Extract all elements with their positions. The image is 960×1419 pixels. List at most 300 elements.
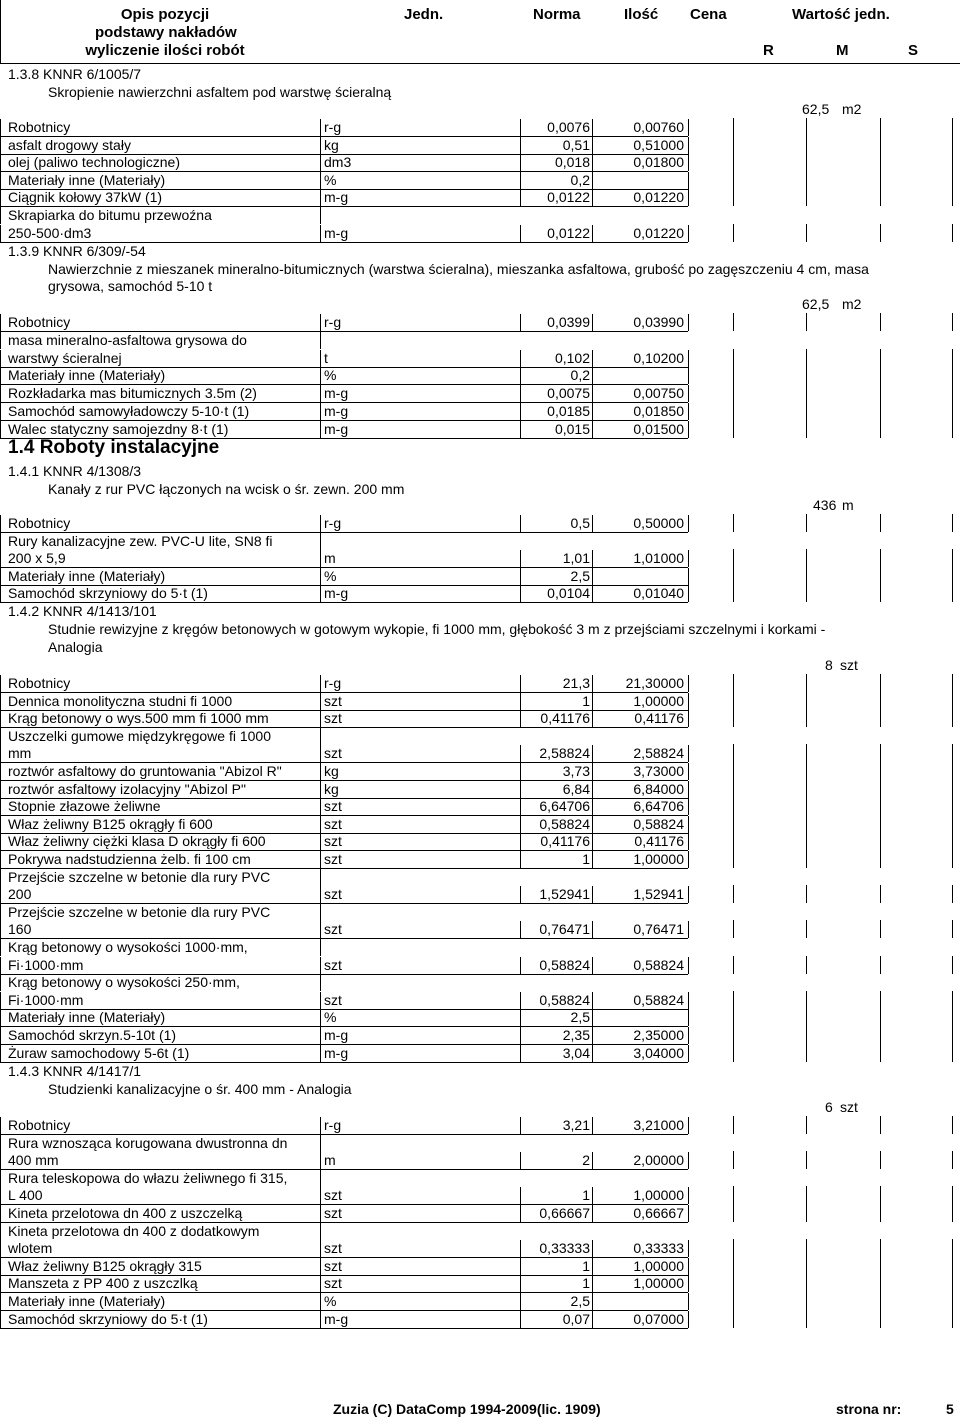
value-col-line bbox=[806, 797, 807, 815]
value-col-line bbox=[806, 514, 807, 532]
row-col-line bbox=[520, 1293, 521, 1310]
value-col-line bbox=[952, 1292, 953, 1310]
row-col-line bbox=[592, 675, 593, 692]
value-col-line bbox=[806, 815, 807, 833]
resource-norma: 0,018 bbox=[554, 154, 590, 171]
row-col-line bbox=[592, 154, 593, 171]
row-col-line bbox=[592, 550, 593, 567]
resource-unit: m-g bbox=[324, 585, 349, 602]
value-col-line bbox=[806, 1186, 807, 1204]
row-col-line bbox=[320, 781, 321, 798]
row-col-line bbox=[0, 421, 1, 438]
row-col-line bbox=[320, 886, 321, 903]
value-col-line bbox=[806, 744, 807, 762]
row-col-line bbox=[688, 957, 689, 974]
resource-name: Manszeta z PP 400 z uszczlką bbox=[8, 1275, 198, 1292]
row-col-line bbox=[0, 675, 1, 692]
resource-norma: 6,64706 bbox=[539, 798, 590, 815]
header-cena: Cena bbox=[690, 6, 727, 23]
value-col-line bbox=[880, 549, 881, 567]
row-col-line bbox=[320, 550, 321, 567]
row-col-line bbox=[592, 992, 593, 1009]
footer-page-label: strona nr: bbox=[836, 1401, 902, 1417]
resource-unit: szt bbox=[324, 1205, 342, 1221]
value-col-line bbox=[806, 171, 807, 189]
resource-norma: 1 bbox=[582, 851, 590, 867]
value-col-line bbox=[733, 549, 734, 567]
resource-ilosc: 3,21000 bbox=[633, 1117, 684, 1133]
row-col-line bbox=[520, 833, 521, 850]
row-col-line bbox=[0, 710, 1, 727]
value-col-line bbox=[733, 885, 734, 903]
resource-name: Samochód skrzyniowy do 5·t (1) bbox=[8, 585, 208, 602]
row-col-line bbox=[520, 1117, 521, 1134]
resource-name: olej (paliwo technologiczne) bbox=[8, 154, 180, 171]
resource-unit: szt bbox=[324, 956, 342, 973]
value-col-line bbox=[806, 402, 807, 420]
value-col-line bbox=[952, 420, 953, 438]
resource-unit: m-g bbox=[324, 1310, 349, 1327]
value-col-line bbox=[952, 1239, 953, 1257]
row-col-line bbox=[520, 1240, 521, 1257]
row-col-line bbox=[0, 1223, 1, 1240]
value-col-line bbox=[806, 567, 807, 585]
header-opis-line2: podstawy nakładów bbox=[95, 24, 237, 41]
resource-unit: m-g bbox=[324, 385, 349, 402]
value-col-line bbox=[952, 762, 953, 780]
row-col-line bbox=[0, 225, 1, 242]
value-col-line bbox=[806, 1026, 807, 1044]
row-col-line bbox=[0, 515, 1, 532]
value-col-line bbox=[952, 1008, 953, 1026]
position-unit: m bbox=[842, 497, 854, 513]
resource-name: Materiały inne (Materiały) bbox=[8, 1009, 166, 1026]
row-col-line bbox=[592, 1009, 593, 1026]
resource-ilosc: 2,00000 bbox=[633, 1152, 684, 1169]
value-col-line bbox=[806, 584, 807, 602]
resource-name: Walec statyczny samojezdny 8·t (1) bbox=[8, 420, 229, 437]
resource-unit: r-g bbox=[324, 515, 342, 531]
resource-unit: szt bbox=[324, 833, 342, 850]
value-col-line bbox=[733, 1026, 734, 1044]
resource-norma: 0,0076 bbox=[547, 119, 590, 135]
row-col-line bbox=[0, 833, 1, 850]
value-col-line bbox=[880, 692, 881, 710]
row-col-line bbox=[320, 1275, 321, 1292]
row-col-line bbox=[592, 403, 593, 420]
resource-ilosc: 0,01040 bbox=[633, 585, 684, 602]
value-col-line bbox=[952, 1186, 953, 1204]
row-col-line bbox=[520, 1205, 521, 1222]
resource-unit: szt bbox=[324, 798, 342, 815]
row-col-line bbox=[688, 119, 689, 136]
resource-ilosc: 1,00000 bbox=[633, 1187, 684, 1204]
row-col-line bbox=[688, 675, 689, 692]
position-unit: m2 bbox=[842, 296, 862, 312]
row-col-line bbox=[320, 833, 321, 850]
value-col-line bbox=[806, 674, 807, 692]
row-col-line bbox=[688, 367, 689, 384]
value-col-line bbox=[733, 991, 734, 1009]
resource-norma: 0,2 bbox=[570, 171, 590, 188]
value-col-line bbox=[952, 1274, 953, 1292]
row-col-line bbox=[0, 1027, 1, 1044]
row-col-line bbox=[0, 693, 1, 710]
row-col-line bbox=[520, 550, 521, 567]
resource-unit: r-g bbox=[324, 119, 342, 135]
value-col-line bbox=[952, 850, 953, 868]
resource-ilosc: 0,41176 bbox=[634, 833, 684, 850]
resource-ilosc: 21,30000 bbox=[625, 675, 684, 691]
resource-name: Fi·1000·mm bbox=[8, 991, 84, 1008]
row-col-line bbox=[0, 1152, 1, 1169]
row-col-line bbox=[320, 154, 321, 171]
position-qty: 436 bbox=[813, 497, 837, 513]
row-col-line bbox=[320, 1223, 321, 1240]
row-col-line bbox=[592, 886, 593, 903]
resource-name: wlotem bbox=[8, 1240, 53, 1257]
row-col-line bbox=[320, 1117, 321, 1134]
resource-ilosc: 0,10200 bbox=[633, 349, 684, 366]
resource-norma: 1 bbox=[582, 692, 590, 709]
row-col-line bbox=[0, 1275, 1, 1292]
resource-unit: r-g bbox=[324, 1117, 342, 1133]
row-col-line bbox=[592, 172, 593, 189]
value-col-line bbox=[880, 402, 881, 420]
resource-norma: 6,84 bbox=[562, 780, 590, 797]
resource-ilosc: 2,58824 bbox=[633, 745, 684, 762]
row-col-line bbox=[688, 550, 689, 567]
resource-unit: szt bbox=[324, 710, 342, 727]
row-col-line bbox=[688, 515, 689, 532]
row-col-line bbox=[520, 798, 521, 815]
value-col-line bbox=[806, 762, 807, 780]
value-col-line bbox=[806, 366, 807, 384]
header-jedn: Jedn. bbox=[404, 6, 444, 23]
resource-name: Przejście szczelne w betonie dla rury PVC bbox=[8, 868, 271, 885]
value-col-line bbox=[880, 991, 881, 1009]
resource-unit: dm3 bbox=[324, 154, 352, 171]
row-col-line bbox=[0, 1045, 1, 1062]
row-col-line bbox=[520, 1311, 521, 1328]
resource-name: Samochód skrzyn.5-10t (1) bbox=[8, 1027, 177, 1043]
resource-ilosc: 3,04000 bbox=[633, 1044, 684, 1061]
position-desc: Kanały z rur PVC łączonych na wcisk o śr. zewn. 200 mm bbox=[48, 481, 405, 497]
value-col-line bbox=[952, 692, 953, 710]
row-col-line bbox=[688, 314, 689, 331]
row-col-line bbox=[520, 710, 521, 727]
value-col-line bbox=[733, 1239, 734, 1257]
row-col-line bbox=[520, 1187, 521, 1204]
resource-name: Krąg betonowy o wysokości 1000·mm, bbox=[8, 939, 248, 955]
resource-name: Dennica monolityczna studni fi 1000 bbox=[8, 692, 233, 709]
value-col-line bbox=[806, 850, 807, 868]
resource-norma: 1,52941 bbox=[539, 886, 590, 903]
row-col-line bbox=[320, 992, 321, 1009]
row-col-line bbox=[0, 172, 1, 189]
row-col-line bbox=[320, 1045, 321, 1062]
value-col-line bbox=[880, 153, 881, 171]
row-col-line bbox=[688, 154, 689, 171]
row-col-line bbox=[320, 1135, 321, 1152]
row-col-line bbox=[0, 1240, 1, 1257]
value-col-line bbox=[733, 1310, 734, 1328]
resource-name: Uszczelki gumowe międzykręgowe fi 1000 bbox=[8, 727, 271, 744]
resource-norma: 0,2 bbox=[570, 367, 590, 384]
value-col-line bbox=[952, 1310, 953, 1328]
row-col-line bbox=[520, 781, 521, 798]
row-col-line bbox=[0, 939, 1, 956]
row-col-line bbox=[520, 314, 521, 331]
row-col-line bbox=[520, 1275, 521, 1292]
resource-unit: r-g bbox=[324, 675, 342, 691]
value-col-line bbox=[880, 384, 881, 402]
resource-unit: szt bbox=[324, 745, 342, 762]
row-col-line bbox=[592, 921, 593, 938]
value-col-line bbox=[733, 1204, 734, 1222]
row-col-line bbox=[0, 886, 1, 903]
resource-norma: 1,01 bbox=[562, 550, 590, 567]
row-col-line bbox=[320, 869, 321, 886]
row-col-line bbox=[320, 533, 321, 550]
row-col-line bbox=[0, 350, 1, 367]
row-col-line bbox=[320, 1293, 321, 1310]
header-opis-line3: wyliczenie ilości robót bbox=[85, 42, 245, 59]
row-col-line bbox=[592, 1205, 593, 1222]
value-col-line bbox=[733, 188, 734, 206]
value-col-line bbox=[733, 832, 734, 850]
row-col-line bbox=[0, 869, 1, 886]
resource-name: Kineta przelotowa dn 400 z dodatkowym bbox=[8, 1222, 260, 1239]
resource-norma: 0,0122 bbox=[547, 224, 590, 241]
value-col-line bbox=[952, 384, 953, 402]
resource-norma: 3,73 bbox=[562, 763, 590, 779]
row-col-line bbox=[688, 1275, 689, 1292]
row-col-line bbox=[520, 992, 521, 1009]
row-col-line bbox=[688, 172, 689, 189]
resource-ilosc: 0,00760 bbox=[633, 119, 684, 135]
row-col-line bbox=[320, 1152, 321, 1169]
row-col-line bbox=[0, 904, 1, 921]
row-col-line bbox=[688, 710, 689, 727]
row-col-line bbox=[0, 745, 1, 762]
header-norma: Norma bbox=[533, 6, 581, 23]
row-col-line bbox=[0, 957, 1, 974]
value-col-line bbox=[733, 797, 734, 815]
value-col-line bbox=[880, 1008, 881, 1026]
row-col-line bbox=[520, 421, 521, 438]
resource-unit: t bbox=[324, 349, 328, 366]
row-col-line bbox=[320, 1009, 321, 1026]
resource-unit: szt bbox=[324, 1187, 342, 1204]
resource-unit: szt bbox=[324, 991, 342, 1008]
row-col-line bbox=[592, 693, 593, 710]
resource-unit: m-g bbox=[324, 189, 349, 206]
row-col-line bbox=[0, 781, 1, 798]
resource-ilosc: 3,73000 bbox=[633, 763, 684, 779]
value-col-line bbox=[952, 584, 953, 602]
position-code: 1.3.8 KNNR 6/1005/7 bbox=[8, 66, 142, 82]
row-col-line bbox=[592, 515, 593, 532]
row-col-line bbox=[520, 957, 521, 974]
value-col-line bbox=[733, 153, 734, 171]
resource-unit: m bbox=[324, 550, 336, 567]
resource-unit: m-g bbox=[324, 224, 349, 241]
resource-unit: r-g bbox=[324, 314, 342, 330]
row-col-line bbox=[0, 314, 1, 331]
row-col-line bbox=[520, 921, 521, 938]
value-col-line bbox=[733, 1044, 734, 1062]
resource-norma: 2,35 bbox=[562, 1027, 590, 1043]
row-col-line bbox=[320, 798, 321, 815]
row-col-line bbox=[320, 1258, 321, 1275]
row-col-line bbox=[688, 1258, 689, 1275]
value-col-line bbox=[733, 956, 734, 974]
value-col-line bbox=[880, 224, 881, 242]
value-col-line bbox=[880, 1186, 881, 1204]
value-col-line bbox=[733, 171, 734, 189]
value-col-line bbox=[952, 991, 953, 1009]
row-col-line bbox=[592, 1187, 593, 1204]
row-col-line bbox=[688, 816, 689, 833]
row-col-line bbox=[0, 992, 1, 1009]
resource-norma: 0,0122 bbox=[547, 189, 590, 206]
resource-unit: m-g bbox=[324, 420, 349, 437]
resource-ilosc: 6,64706 bbox=[633, 798, 684, 815]
resource-ilosc: 1,00000 bbox=[633, 692, 684, 709]
value-col-line bbox=[952, 1204, 953, 1222]
resource-name: Robotnicy bbox=[8, 1117, 71, 1133]
resource-name: Robotnicy bbox=[8, 314, 71, 330]
position-desc: Studnie rewizyjne z kręgów betonowych w gotowym wykopie, fi 1000 mm, głębokość 3 m z przejściami szczelnymi i korkami - bbox=[48, 621, 826, 637]
resource-name: Żuraw samochodowy 5-6t (1) bbox=[8, 1044, 190, 1061]
resource-ilosc: 0,76471 bbox=[633, 921, 684, 938]
value-col-line bbox=[952, 402, 953, 420]
value-col-line bbox=[880, 744, 881, 762]
value-col-line bbox=[952, 709, 953, 727]
row-col-line bbox=[0, 568, 1, 585]
row-col-line bbox=[520, 172, 521, 189]
resource-unit: % bbox=[324, 367, 337, 384]
row-col-line bbox=[0, 207, 1, 224]
row-col-line bbox=[592, 367, 593, 384]
value-col-line bbox=[806, 224, 807, 242]
resource-unit: szt bbox=[324, 921, 342, 938]
resource-ilosc: 6,84000 bbox=[633, 780, 684, 797]
resource-name: warstwy ścieralnej bbox=[8, 349, 122, 366]
row-col-line bbox=[688, 585, 689, 602]
position-unit: szt bbox=[840, 1099, 858, 1115]
value-col-line bbox=[733, 850, 734, 868]
row-col-line bbox=[688, 1240, 689, 1257]
resource-ilosc: 0,00750 bbox=[633, 385, 684, 402]
row-col-line bbox=[520, 1152, 521, 1169]
resource-ilosc: 0,01220 bbox=[633, 224, 684, 241]
value-col-line bbox=[806, 709, 807, 727]
resource-unit: m-g bbox=[324, 1044, 349, 1061]
row-col-line bbox=[592, 1275, 593, 1292]
resource-name: Materiały inne (Materiały) bbox=[8, 367, 166, 384]
row-col-line bbox=[520, 1258, 521, 1275]
resource-name: Przejście szczelne w betonie dla rury PVC bbox=[8, 903, 271, 920]
row-col-line bbox=[592, 350, 593, 367]
value-col-line bbox=[806, 1257, 807, 1275]
row-col-line bbox=[520, 189, 521, 206]
row-col-line bbox=[688, 693, 689, 710]
value-col-line bbox=[806, 1204, 807, 1222]
row-col-line bbox=[320, 675, 321, 692]
row-col-line bbox=[520, 403, 521, 420]
row-col-line bbox=[592, 1311, 593, 1328]
row-col-line bbox=[520, 119, 521, 136]
value-col-line bbox=[733, 1151, 734, 1169]
position-desc: grysowa, samochód 5-10 t bbox=[48, 278, 213, 294]
value-col-line bbox=[806, 349, 807, 367]
row-col-line bbox=[688, 1187, 689, 1204]
footer-page-number: 5 bbox=[946, 1401, 954, 1417]
row-col-line bbox=[0, 851, 1, 868]
row-col-line bbox=[688, 763, 689, 780]
resource-norma: 2 bbox=[582, 1152, 590, 1169]
row-col-line bbox=[320, 816, 321, 833]
row-col-line bbox=[320, 974, 321, 991]
row-col-line bbox=[320, 172, 321, 189]
value-col-line bbox=[880, 313, 881, 331]
resource-unit: kg bbox=[324, 780, 339, 797]
value-col-line bbox=[880, 420, 881, 438]
row-col-line bbox=[520, 1045, 521, 1062]
value-col-line bbox=[733, 384, 734, 402]
header-wartosc: Wartość jedn. bbox=[792, 6, 890, 23]
value-col-line bbox=[733, 349, 734, 367]
position-qty: 62,5 bbox=[802, 296, 830, 312]
value-col-line bbox=[880, 1310, 881, 1328]
position-unit: szt bbox=[840, 657, 858, 673]
row-col-line bbox=[592, 585, 593, 602]
row-col-line bbox=[592, 1240, 593, 1257]
resource-ilosc: 0,58824 bbox=[633, 991, 684, 1008]
position-unit: m2 bbox=[842, 101, 862, 117]
value-col-line bbox=[952, 674, 953, 692]
value-col-line bbox=[733, 1292, 734, 1310]
row-col-line bbox=[320, 332, 321, 349]
value-col-line bbox=[880, 1026, 881, 1044]
resource-name: 200 bbox=[8, 886, 32, 903]
value-col-line bbox=[880, 780, 881, 798]
value-col-line bbox=[806, 420, 807, 438]
resource-norma: 0,58824 bbox=[539, 815, 590, 832]
row-col-line bbox=[592, 763, 593, 780]
resource-name: 160 bbox=[8, 921, 32, 938]
value-col-line bbox=[880, 674, 881, 692]
value-col-line bbox=[880, 188, 881, 206]
value-col-line bbox=[806, 1008, 807, 1026]
value-col-line bbox=[733, 366, 734, 384]
position-code: 1.4.2 KNNR 4/1413/101 bbox=[8, 603, 157, 619]
row-col-line bbox=[320, 1205, 321, 1222]
resource-unit: szt bbox=[324, 1240, 342, 1257]
resource-ilosc: 1,00000 bbox=[633, 851, 684, 867]
value-col-line bbox=[880, 1274, 881, 1292]
value-col-line bbox=[733, 514, 734, 532]
row-col-line bbox=[320, 851, 321, 868]
row-col-line bbox=[520, 137, 521, 154]
footer-copyright: Zuzia (C) DataComp 1994-2009(lic. 1909) bbox=[333, 1401, 601, 1417]
row-col-line bbox=[520, 515, 521, 532]
row-col-line bbox=[320, 421, 321, 438]
row-col-line bbox=[688, 421, 689, 438]
resource-unit: szt bbox=[324, 1257, 342, 1274]
